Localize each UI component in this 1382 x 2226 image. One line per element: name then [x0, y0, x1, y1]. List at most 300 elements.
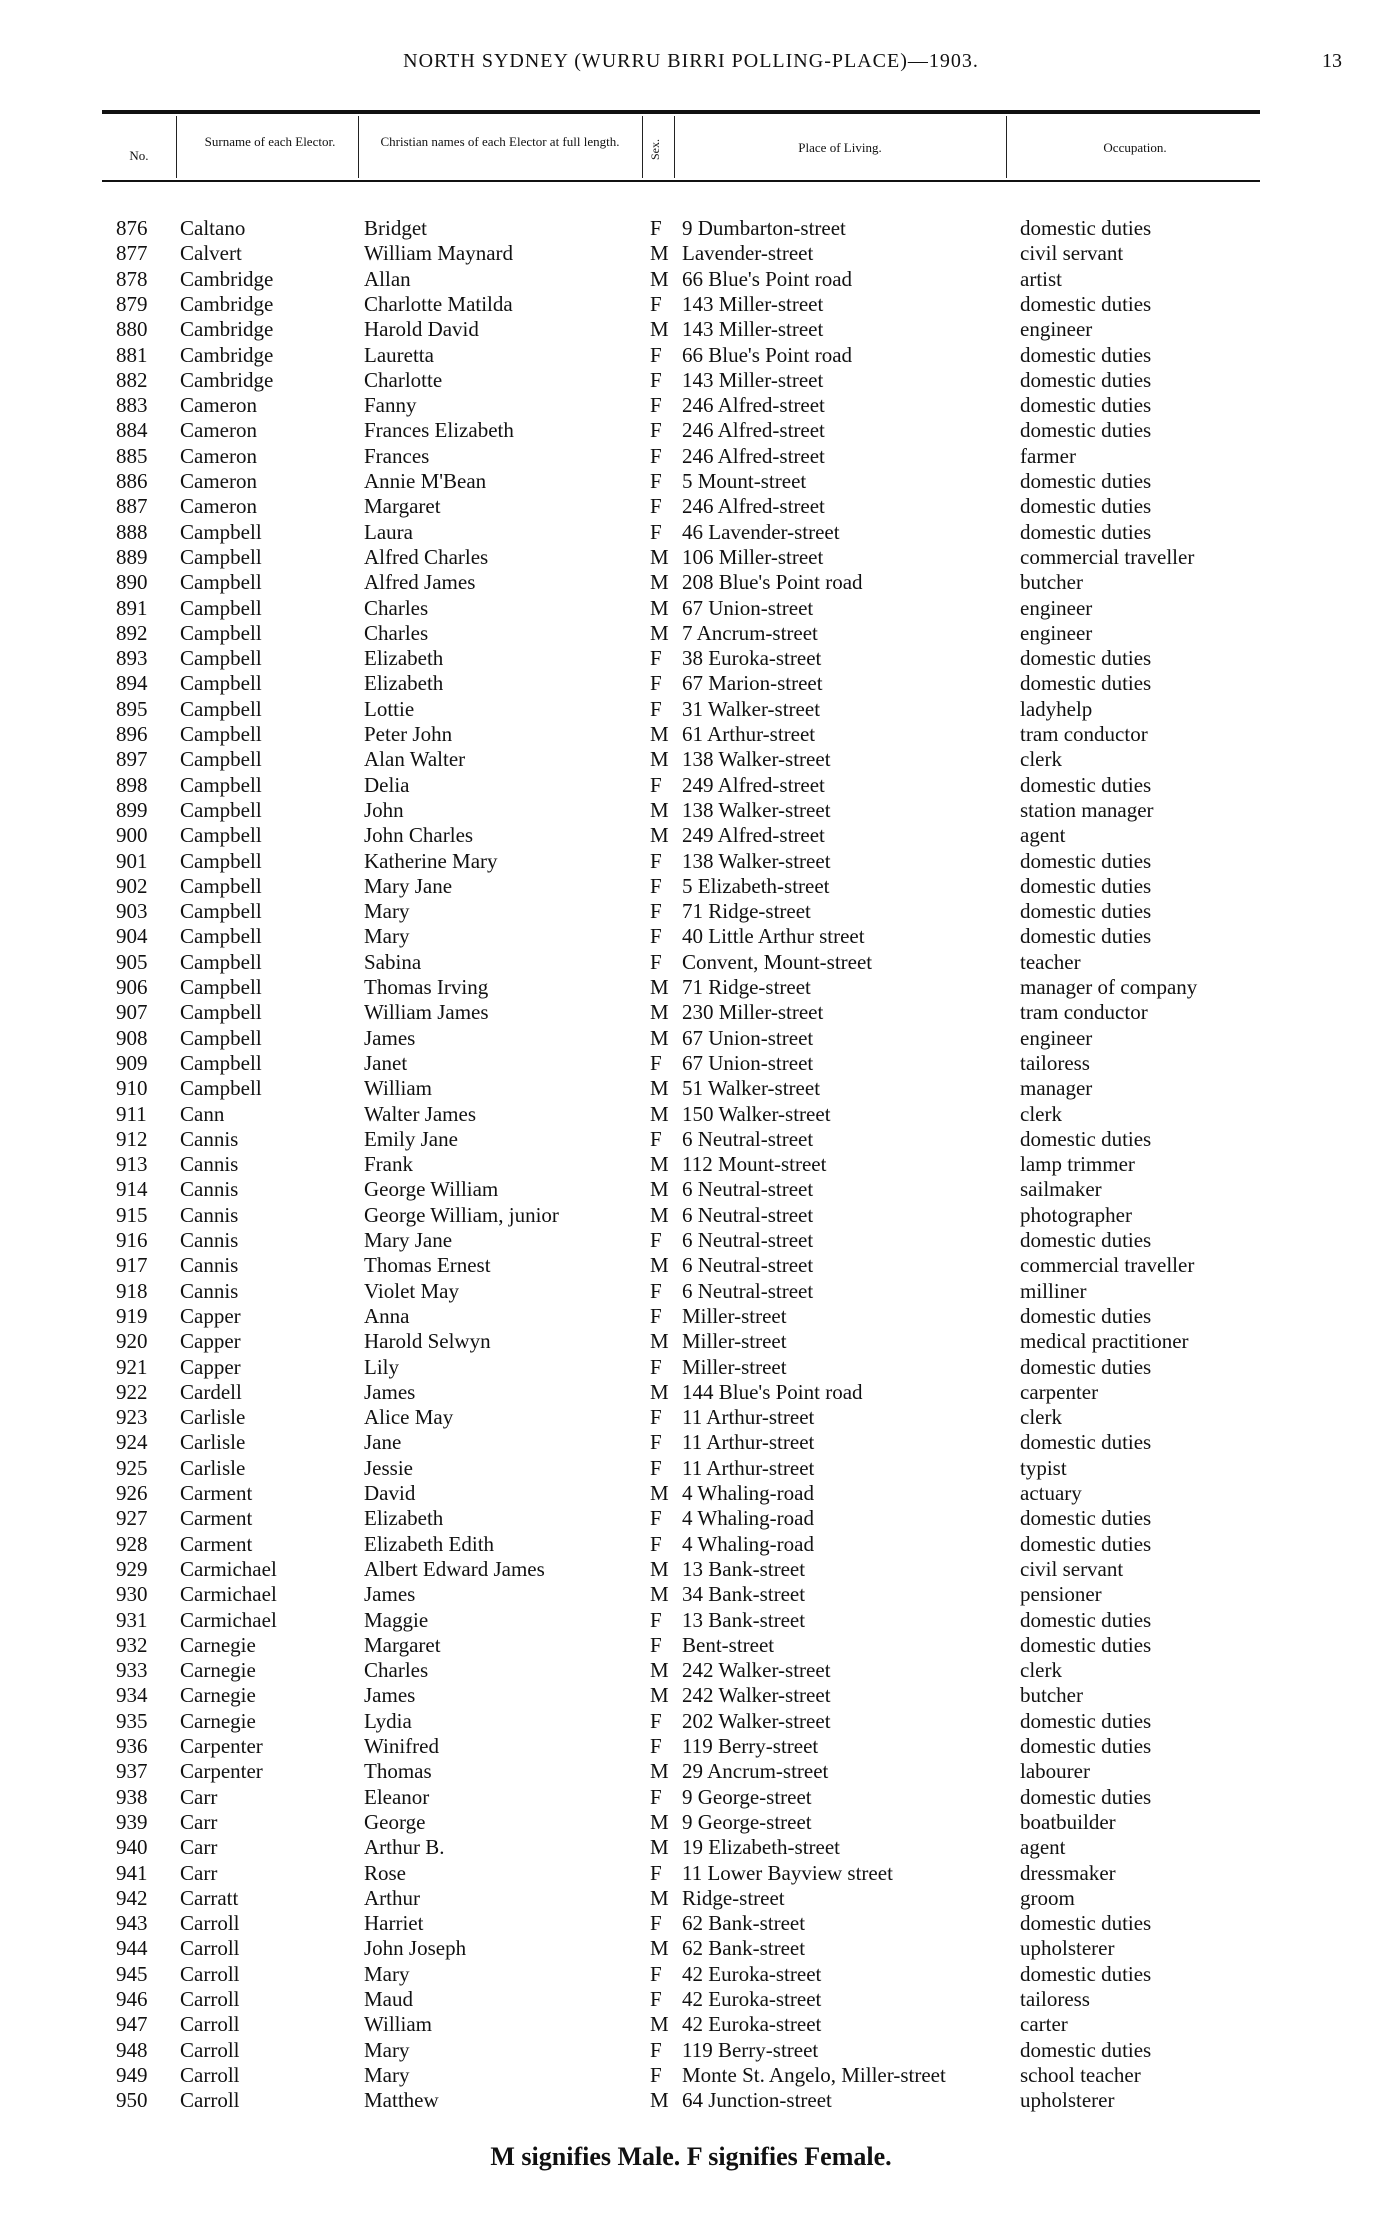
- place-of-living: 4 Whaling-road: [682, 1531, 814, 1556]
- place-of-living: 11 Arthur-street: [682, 1430, 815, 1455]
- occupation: butcher: [1020, 1683, 1083, 1708]
- elector-number: 947: [116, 2012, 148, 2037]
- place-of-living: 38 Euroka-street: [682, 646, 822, 671]
- christian-names: Charles: [364, 595, 429, 620]
- elector-number: 907: [116, 1000, 148, 1025]
- table-row: [0, 1608, 1382, 1633]
- sex: F: [650, 1354, 662, 1379]
- table-row: [0, 697, 1382, 722]
- elector-number: 932: [116, 1632, 148, 1657]
- place-of-living: Miller-street: [682, 1329, 787, 1354]
- occupation: tram conductor: [1020, 722, 1148, 746]
- christian-names: John Charles: [364, 823, 474, 848]
- surname: Caltano: [180, 216, 246, 240]
- christian-names: Bridget: [364, 216, 427, 240]
- elector-number: 938: [116, 1784, 148, 1809]
- occupation: engineer: [1020, 620, 1093, 645]
- surname: Cambridge: [180, 367, 274, 392]
- elector-number: 927: [116, 1506, 148, 1531]
- place-of-living: 40 Little Arthur street: [682, 924, 865, 949]
- place-of-living: 67 Marion-street: [682, 671, 823, 696]
- sex: M: [650, 1885, 669, 1910]
- occupation: domestic duties: [1020, 1708, 1152, 1733]
- elector-number: 910: [116, 1076, 148, 1101]
- sex: F: [650, 443, 662, 468]
- table-row: [0, 2063, 1382, 2088]
- place-of-living: 66 Blue's Point road: [682, 266, 853, 291]
- christian-names: Rose: [364, 1860, 406, 1885]
- christian-names: Arthur: [364, 1885, 420, 1910]
- elector-number: 905: [116, 949, 148, 974]
- occupation: domestic duties: [1020, 216, 1152, 240]
- table-row: [0, 1709, 1382, 1734]
- table-row: [0, 1810, 1382, 1835]
- sex: F: [650, 469, 662, 493]
- sex: F: [650, 494, 662, 519]
- elector-number: 944: [116, 1936, 148, 1961]
- table-row: [0, 1228, 1382, 1253]
- place-of-living: 5 Elizabeth-street: [682, 873, 830, 898]
- surname: Carroll: [180, 1987, 240, 2011]
- occupation: manager: [1020, 1076, 1093, 1101]
- occupation: domestic duties: [1020, 1354, 1152, 1379]
- place-of-living: 143 Miller-street: [682, 291, 824, 316]
- sex: M: [650, 266, 669, 291]
- table-row: [0, 2088, 1382, 2113]
- christian-names: Lauretta: [364, 342, 434, 367]
- place-of-living: 13 Bank-street: [682, 1607, 806, 1632]
- elector-number: 917: [116, 1253, 148, 1278]
- christian-names: David: [364, 1481, 416, 1505]
- place-of-living: 11 Arthur-street: [682, 1405, 815, 1430]
- table-row: [0, 1000, 1382, 1025]
- occupation: domestic duties: [1020, 646, 1152, 671]
- surname: Campbell: [180, 544, 262, 569]
- table-row: [0, 1253, 1382, 1278]
- elector-number: 903: [116, 899, 148, 924]
- elector-number: 904: [116, 924, 148, 949]
- table-row: [0, 798, 1382, 823]
- elector-number: 934: [116, 1683, 148, 1708]
- sex: F: [650, 1987, 662, 2011]
- place-of-living: 6 Neutral-street: [682, 1126, 814, 1151]
- place-of-living: 19 Elizabeth-street: [682, 1835, 841, 1860]
- surname: Carpenter: [180, 1759, 263, 1784]
- table-row: [0, 1203, 1382, 1228]
- table-row: [0, 393, 1382, 418]
- surname: Carpenter: [180, 1734, 263, 1758]
- sex: F: [650, 924, 662, 949]
- table-row: [0, 1304, 1382, 1329]
- table-row: [0, 1683, 1382, 1708]
- table-row: [0, 1582, 1382, 1607]
- occupation: tailoress: [1020, 1987, 1090, 2011]
- christian-names: Elizabeth Edith: [364, 1531, 495, 1556]
- surname: Campbell: [180, 519, 262, 544]
- sex: F: [650, 873, 662, 898]
- elector-number: 879: [116, 291, 148, 316]
- sex: M: [650, 1936, 669, 1961]
- sex: F: [650, 899, 662, 924]
- surname: Carnegie: [180, 1683, 256, 1708]
- christian-names: Jessie: [364, 1455, 413, 1480]
- occupation: domestic duties: [1020, 899, 1152, 924]
- table-row: [0, 2012, 1382, 2037]
- sex: M: [650, 620, 669, 645]
- column-divider: [642, 116, 643, 178]
- sex: M: [650, 1329, 669, 1354]
- sex: F: [650, 1961, 662, 1986]
- place-of-living: 62 Bank-street: [682, 1936, 806, 1961]
- sex: F: [650, 1531, 662, 1556]
- table-row: [0, 1785, 1382, 1810]
- place-of-living: 6 Neutral-street: [682, 1177, 814, 1202]
- surname: Carmichael: [180, 1582, 277, 1607]
- surname: Campbell: [180, 1076, 262, 1101]
- christian-names: Harold David: [364, 317, 479, 342]
- place-of-living: 5 Mount-street: [682, 469, 807, 493]
- occupation: domestic duties: [1020, 848, 1152, 873]
- elector-number: 919: [116, 1303, 148, 1328]
- christian-names: Mary: [364, 2062, 410, 2087]
- surname: Campbell: [180, 899, 262, 924]
- sex: F: [650, 418, 662, 443]
- table-row: [0, 1279, 1382, 1304]
- place-of-living: 202 Walker-street: [682, 1708, 831, 1733]
- table-row: [0, 899, 1382, 924]
- sex: M: [650, 722, 669, 746]
- christian-names: Laura: [364, 519, 413, 544]
- christian-names: Mary: [364, 1961, 410, 1986]
- place-of-living: 242 Walker-street: [682, 1683, 831, 1708]
- occupation: tram conductor: [1020, 1000, 1148, 1025]
- sex: F: [650, 519, 662, 544]
- elector-number: 895: [116, 696, 148, 721]
- elector-number: 920: [116, 1329, 148, 1354]
- column-header-christian-names: Christian names of each Elector at full length.: [380, 134, 620, 149]
- christian-names: Delia: [364, 772, 410, 797]
- sex: M: [650, 241, 669, 266]
- elector-number: 896: [116, 722, 148, 746]
- sex: F: [650, 1734, 662, 1758]
- column-header-sex: Sex.: [648, 139, 662, 161]
- occupation: clerk: [1020, 747, 1062, 772]
- christian-names: Elizabeth: [364, 671, 444, 696]
- table-row: [0, 1557, 1382, 1582]
- table-row: [0, 1962, 1382, 1987]
- sex-legend-footer: M signifies Male. F signifies Female.: [490, 2142, 892, 2171]
- surname: Campbell: [180, 924, 262, 949]
- table-row: [0, 1532, 1382, 1557]
- occupation: dressmaker: [1020, 1860, 1116, 1885]
- place-of-living: 67 Union-street: [682, 595, 814, 620]
- christian-names: Sabina: [364, 949, 422, 974]
- occupation: manager of company: [1020, 975, 1198, 999]
- surname: Campbell: [180, 873, 262, 898]
- page-title: NORTH SYDNEY (WURRU BIRRI POLLING-PLACE)—1903.: [403, 50, 979, 72]
- place-of-living: 246 Alfred-street: [682, 443, 825, 468]
- sex: F: [650, 1506, 662, 1531]
- place-of-living: 4 Whaling-road: [682, 1481, 814, 1505]
- elector-number: 882: [116, 367, 148, 392]
- occupation: engineer: [1020, 317, 1093, 342]
- place-of-living: 143 Miller-street: [682, 367, 824, 392]
- surname: Campbell: [180, 1050, 262, 1075]
- christian-names: William James: [364, 1000, 489, 1025]
- table-row: [0, 1861, 1382, 1886]
- elector-number: 876: [116, 216, 148, 240]
- place-of-living: 7 Ancrum-street: [682, 620, 818, 645]
- christian-names: Thomas Irving: [364, 975, 489, 999]
- surname: Cann: [180, 1101, 225, 1126]
- elector-number: 915: [116, 1202, 148, 1227]
- surname: Carroll: [180, 1911, 240, 1936]
- surname: Campbell: [180, 595, 262, 620]
- elector-number: 928: [116, 1531, 148, 1556]
- christian-names: Janet: [364, 1050, 408, 1075]
- table-row: [0, 823, 1382, 848]
- place-of-living: 9 George-street: [682, 1784, 812, 1809]
- christian-names: Margaret: [364, 494, 441, 519]
- sex: M: [650, 1101, 669, 1126]
- elector-number: 889: [116, 544, 148, 569]
- surname: Cambridge: [180, 266, 274, 291]
- column-divider: [358, 116, 359, 178]
- place-of-living: 51 Walker-street: [682, 1076, 821, 1101]
- sex: F: [650, 291, 662, 316]
- surname: Campbell: [180, 1000, 262, 1025]
- sex: F: [650, 772, 662, 797]
- occupation: domestic duties: [1020, 1531, 1152, 1556]
- christian-names: Elizabeth: [364, 1506, 444, 1531]
- christian-names: Emily Jane: [364, 1126, 458, 1151]
- elector-number: 940: [116, 1835, 148, 1860]
- place-of-living: 42 Euroka-street: [682, 1961, 822, 1986]
- occupation: boatbuilder: [1020, 1809, 1116, 1834]
- sex: F: [650, 1050, 662, 1075]
- elector-number: 937: [116, 1759, 148, 1784]
- place-of-living: 46 Lavender-street: [682, 519, 840, 544]
- elector-number: 912: [116, 1126, 148, 1151]
- table-row: [0, 646, 1382, 671]
- occupation: tailoress: [1020, 1050, 1090, 1075]
- place-of-living: 138 Walker-street: [682, 747, 831, 772]
- place-of-living: 34 Bank-street: [682, 1582, 806, 1607]
- place-of-living: 230 Miller-street: [682, 1000, 824, 1025]
- table-row: [0, 722, 1382, 747]
- table-row: [0, 1051, 1382, 1076]
- column-divider: [674, 116, 675, 178]
- occupation: agent: [1020, 823, 1066, 848]
- occupation: domestic duties: [1020, 2037, 1152, 2062]
- table-row: [0, 1026, 1382, 1051]
- surname: Carmichael: [180, 1607, 277, 1632]
- place-of-living: 67 Union-street: [682, 1025, 814, 1050]
- elector-number: 935: [116, 1708, 148, 1733]
- occupation: domestic duties: [1020, 342, 1152, 367]
- elector-number: 908: [116, 1025, 148, 1050]
- occupation: domestic duties: [1020, 367, 1152, 392]
- elector-number: 901: [116, 848, 148, 873]
- column-header-surname: Surname of each Elector.: [204, 134, 336, 149]
- table-row: [0, 1506, 1382, 1531]
- sex: M: [650, 1759, 669, 1784]
- christian-names: Mary: [364, 924, 410, 949]
- christian-names: John: [364, 797, 404, 822]
- elector-number: 883: [116, 393, 148, 418]
- elector-number: 906: [116, 975, 148, 999]
- christian-names: Allan: [364, 266, 411, 291]
- table-row: [0, 924, 1382, 949]
- elector-number: 941: [116, 1860, 148, 1885]
- elector-number: 950: [116, 2088, 148, 2113]
- place-of-living: 42 Euroka-street: [682, 1987, 822, 2011]
- sex: F: [650, 2062, 662, 2087]
- sex: F: [650, 342, 662, 367]
- table-row: [0, 1911, 1382, 1936]
- place-of-living: 11 Lower Bayview street: [682, 1860, 893, 1885]
- surname: Cameron: [180, 418, 257, 443]
- table-row: [0, 1430, 1382, 1455]
- christian-names: John Joseph: [364, 1936, 467, 1961]
- sex: M: [650, 975, 669, 999]
- occupation: medical practitioner: [1020, 1329, 1189, 1354]
- place-of-living: Miller-street: [682, 1303, 787, 1328]
- table-row: [0, 1886, 1382, 1911]
- table-row: [0, 1456, 1382, 1481]
- place-of-living: 143 Miller-street: [682, 317, 824, 342]
- elector-number: 942: [116, 1885, 148, 1910]
- table-row: [0, 747, 1382, 772]
- surname: Campbell: [180, 646, 262, 671]
- elector-number: 922: [116, 1379, 148, 1404]
- christian-names: Albert Edward James: [364, 1556, 545, 1581]
- table-row: [0, 1355, 1382, 1380]
- occupation: actuary: [1020, 1481, 1082, 1505]
- christian-names: Walter James: [364, 1101, 477, 1126]
- surname: Capper: [180, 1354, 241, 1379]
- occupation: clerk: [1020, 1405, 1062, 1430]
- table-row: [0, 671, 1382, 696]
- surname: Carr: [180, 1784, 218, 1809]
- surname: Calvert: [180, 241, 242, 266]
- place-of-living: Lavender-street: [682, 241, 814, 266]
- header-rule-bottom: [102, 180, 1260, 182]
- elector-number: 900: [116, 823, 148, 848]
- christian-names: William: [364, 2012, 432, 2037]
- christian-names: Thomas: [364, 1759, 432, 1784]
- surname: Carroll: [180, 1961, 240, 1986]
- christian-names: Mary Jane: [364, 873, 453, 898]
- sex: F: [650, 1632, 662, 1657]
- occupation: upholsterer: [1020, 1936, 1115, 1961]
- elector-number: 924: [116, 1430, 148, 1455]
- elector-number: 890: [116, 570, 148, 595]
- elector-number: 923: [116, 1405, 148, 1430]
- place-of-living: 246 Alfred-street: [682, 494, 825, 519]
- christian-names: Alice May: [364, 1405, 454, 1430]
- place-of-living: 64 Junction-street: [682, 2088, 832, 2113]
- place-of-living: 9 Dumbarton-street: [682, 216, 846, 240]
- occupation: ladyhelp: [1020, 696, 1093, 721]
- sex: M: [650, 1177, 669, 1202]
- table-row: [0, 1076, 1382, 1101]
- sex: F: [650, 1911, 662, 1936]
- christian-names: Arthur B.: [364, 1835, 445, 1860]
- table-row: [0, 267, 1382, 292]
- elector-number: 877: [116, 241, 148, 266]
- table-row: [0, 1633, 1382, 1658]
- elector-number: 918: [116, 1278, 148, 1303]
- occupation: milliner: [1020, 1278, 1087, 1303]
- sex: F: [650, 1455, 662, 1480]
- surname: Carlisle: [180, 1405, 246, 1430]
- christian-names: Thomas Ernest: [364, 1253, 491, 1278]
- elector-number: 916: [116, 1228, 148, 1252]
- christian-names: George William: [364, 1177, 499, 1202]
- occupation: domestic duties: [1020, 1430, 1152, 1455]
- place-of-living: 6 Neutral-street: [682, 1228, 814, 1252]
- occupation: lamp trimmer: [1020, 1152, 1135, 1177]
- occupation: clerk: [1020, 1101, 1062, 1126]
- elector-number: 913: [116, 1152, 148, 1177]
- christian-names: Katherine Mary: [364, 848, 498, 873]
- surname: Carment: [180, 1481, 253, 1505]
- table-row: [0, 1987, 1382, 2012]
- place-of-living: 249 Alfred-street: [682, 823, 825, 848]
- elector-number: 948: [116, 2037, 148, 2062]
- sex: F: [650, 671, 662, 696]
- sex: F: [650, 646, 662, 671]
- christian-names: Eleanor: [364, 1784, 430, 1809]
- elector-number: 891: [116, 595, 148, 620]
- place-of-living: 62 Bank-street: [682, 1911, 806, 1936]
- occupation: domestic duties: [1020, 671, 1152, 696]
- christian-names: Elizabeth: [364, 646, 444, 671]
- table-row: [0, 1152, 1382, 1177]
- occupation: domestic duties: [1020, 291, 1152, 316]
- christian-names: Mary Jane: [364, 1228, 453, 1252]
- surname: Carlisle: [180, 1455, 246, 1480]
- place-of-living: 67 Union-street: [682, 1050, 814, 1075]
- elector-number: 911: [116, 1101, 147, 1126]
- sex: M: [650, 544, 669, 569]
- surname: Carroll: [180, 2088, 240, 2113]
- christian-names: Charles: [364, 1658, 429, 1683]
- table-row: [0, 1405, 1382, 1430]
- table-row: [0, 2038, 1382, 2063]
- table-row: [0, 1658, 1382, 1683]
- sex: M: [650, 1076, 669, 1101]
- sex: F: [650, 1405, 662, 1430]
- elector-number: 880: [116, 317, 148, 342]
- sex: M: [650, 1000, 669, 1025]
- christian-names: Charlotte: [364, 367, 443, 392]
- place-of-living: Ridge-street: [682, 1885, 785, 1910]
- occupation: farmer: [1020, 443, 1076, 468]
- column-divider: [176, 116, 177, 178]
- occupation: domestic duties: [1020, 1228, 1152, 1252]
- occupation: domestic duties: [1020, 1961, 1152, 1986]
- table-row: [0, 520, 1382, 545]
- place-of-living: 138 Walker-street: [682, 797, 831, 822]
- sex: M: [650, 2088, 669, 2113]
- surname: Carroll: [180, 2062, 240, 2087]
- elector-number: 945: [116, 1961, 148, 1986]
- place-of-living: 31 Walker-street: [682, 696, 821, 721]
- surname: Cannis: [180, 1253, 239, 1278]
- occupation: labourer: [1020, 1759, 1090, 1784]
